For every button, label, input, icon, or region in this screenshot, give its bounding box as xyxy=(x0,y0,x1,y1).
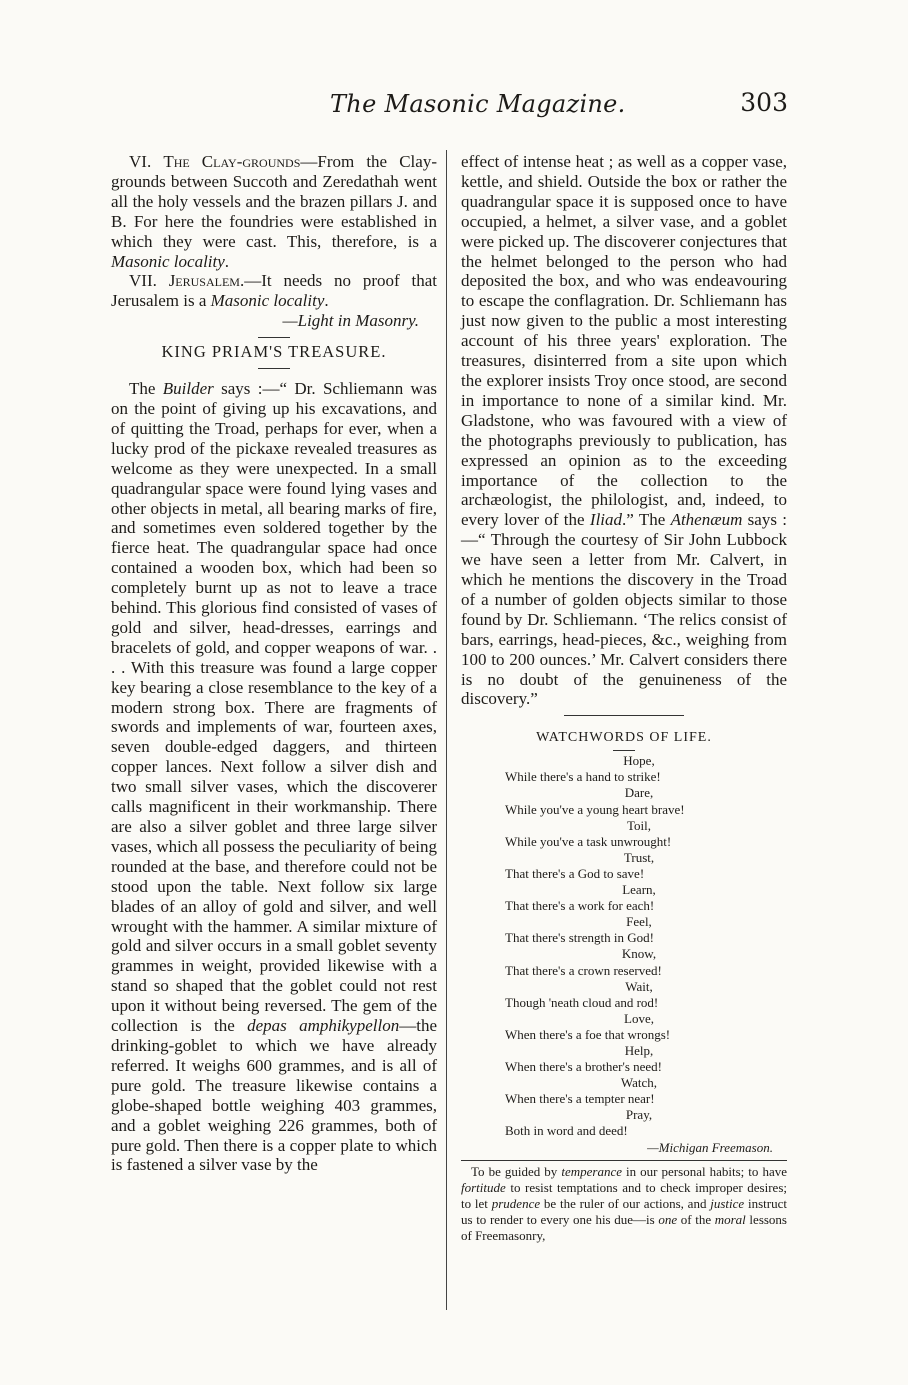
footer-rule xyxy=(461,1160,787,1161)
text-run: —the drinking-goblet to which we have already referred. It weighs 600 grammes, and is all of pure gold. The treasure likewise contains a globe-shaped bottle weighing 403 grammes, and a goblet weighing 226 grammes, both of pure gold. Then there is a copper plate to which is fastened a silver vase by the xyxy=(111,1016,437,1175)
small-caps-text: The Clay-grounds xyxy=(163,152,301,171)
poem-watchword: Trust, xyxy=(623,849,655,865)
page-header xyxy=(300,86,800,126)
poem-watchword: Help, xyxy=(624,1042,654,1058)
poem-watchword: Learn, xyxy=(622,882,656,898)
text-run: in our personal habits; to have xyxy=(621,1163,787,1179)
poem-heading: WATCHWORDS OF LIFE. xyxy=(536,730,712,746)
text-run: effect of intense heat ; as well as a copper vase, kettle, and shield. Outside the box or rather the quadrangular space it is supposed once to have occupied, a helmet, a silver vase, and a goblet were picked up. The discoverer conjectures that the helmet belonged to the person who had deposited the box, and who was endeavouring to escape the conflagration. Dr. Schliemann has just now given to the public a most interesting account of his three years' exploration. The treasures, disinterred from a site upon which the explorer insists Troy once stood, are second in importance to none of a similar kind. Mr. Gladstone, who was favoured with a view of the photographs previously to publication, has expressed an opinion as to the exceeding importance of the collection to the archæologist, the philologist, and, indeed, to every lover of the xyxy=(461,152,787,530)
poem-line: When there's a tempter near! xyxy=(505,1091,655,1107)
poem-line: That there's a crown reserved! xyxy=(505,962,662,978)
text-run: .” The xyxy=(622,510,671,530)
poem-signature: —Michigan Freemason. xyxy=(647,1139,773,1155)
poem-line: That there's a God to save! xyxy=(505,865,645,881)
text-run: To be guided by xyxy=(471,1163,562,1179)
poem-line: That there's strength in God! xyxy=(505,930,654,946)
watchwords-poem xyxy=(461,753,787,1139)
text-run: VII. xyxy=(129,271,169,291)
poem-line: When there's a brother's need! xyxy=(505,1059,663,1075)
text-run: lessons of Freemasonry, xyxy=(461,1212,787,1244)
italic-text: fortitude xyxy=(461,1179,506,1195)
poem-line: Both in word and deed! xyxy=(505,1123,628,1139)
treasure-heading: KING PRIAM'S TREASURE. xyxy=(161,342,387,362)
section-rule xyxy=(258,337,290,338)
text-run: of the xyxy=(677,1212,715,1228)
running-title: The Masonic Magazine. xyxy=(330,90,626,118)
italic-text: temperance xyxy=(561,1163,622,1179)
right-column xyxy=(461,152,787,1245)
italic-text: justice xyxy=(710,1196,745,1212)
text-run: be the ruler of our actions, and xyxy=(540,1196,711,1212)
treasure-paragraph xyxy=(111,379,437,1175)
poem-watchword: Pray, xyxy=(625,1107,653,1123)
italic-text: moral xyxy=(714,1212,746,1228)
italic-text: prudence xyxy=(491,1196,541,1212)
poem-watchword: Hope, xyxy=(623,753,655,769)
light-in-masonry-attribution: —Light in Masonry. xyxy=(282,311,419,331)
poem-line: Though 'neath cloud and rod! xyxy=(505,994,659,1010)
poem-line: When there's a foe that wrongs! xyxy=(505,1026,671,1042)
italic-text: Iliad xyxy=(589,510,623,530)
section-rule xyxy=(613,750,635,751)
italic-text: Masonic locality xyxy=(111,251,225,271)
text-run: The xyxy=(129,379,163,399)
left-column xyxy=(111,152,437,1175)
italic-text: Builder xyxy=(162,379,214,399)
italic-text: depas amphikypellon xyxy=(247,1016,400,1036)
poem-watchword: Love, xyxy=(624,1010,654,1026)
small-caps-text: Jerusalem xyxy=(168,271,240,291)
poem-watchword: Watch, xyxy=(620,1075,658,1091)
poem-line: That there's a work for each! xyxy=(505,898,655,914)
italic-text: Masonic locality xyxy=(210,291,325,311)
text-run: —From the Clay-grounds between Succoth and Zeredathah went all the holy vessels and the brazen pillars J. and B. For here the foundries were established in which they were cast. This, therefore, is a xyxy=(111,152,437,251)
poem-line: While there's a hand to strike! xyxy=(505,769,661,785)
text-run: .—It needs no proof that Jerusalem is a xyxy=(111,271,437,311)
page-number: 303 xyxy=(740,88,788,117)
text-run: says :—“ Through the courtesy of Sir John Lubbock we have seen a letter from Mr. Calvert, in which he mentions the discovery in the Troad of a number of golden objects similar to those found by Dr. Schliemann. ‘The relics consist of bars, earrings, head-pieces, &c., weighing from 100 to 200 ounces.’ Mr. Calvert considers there is no doubt of the genuineness of the discovery.” xyxy=(461,510,787,709)
text-run: says :—“ Dr. Schliemann was on the point of giving up his excavations, and of quitting the Troad, perhaps for ever, when a lucky prod of the pickaxe revealed treasures as welcome as they were unexpected. In a small quadrangular space were found lying vases and other objects in metal, all bearing marks of fire, and sometimes even soldered together by the fierce heat. The quadrangular space had once contained a wooden box, which had been so completely burnt up as not to leave a trace behind. This glorious find consisted of vases of gold and silver, head-dresses, earrings and bracelets of gold, and copper weapons of war. . . . With this treasure was found a large copper key bearing a close resemblance to the key of a modern strong box. There are fragments of swords and implements of war, fourteen axes, seven double-edged daggers, and thirteen copper lances. Next follow a silver dish and two small silver vases, which the discoverer calls magnificent in their workmanship. There are also a silver goblet and three large silver vases, which all possess the peculiarity of being rounded at the base, and therefore could not be stood upon the table. Next follow six large blades of an alloy of gold and silver, and well wrought with the hammer. A similar mixture of gold and silver occurs in a small goblet seventy grammes in weight, provided likewise with a stand so shaped that the goblet could not rest upon it without being reversed. The gem of the collection is the xyxy=(111,379,437,1036)
italic-text: one xyxy=(658,1212,678,1228)
text-run: . xyxy=(324,291,329,311)
section-rule xyxy=(564,715,684,716)
poem-watchword: Know, xyxy=(621,946,657,962)
poem-watchword: Toil, xyxy=(626,817,651,833)
column-divider xyxy=(446,150,447,1310)
text-run: . xyxy=(224,251,230,271)
footer-note xyxy=(461,1164,787,1245)
poem-watchword: Wait, xyxy=(625,978,653,994)
treasure-continuation-paragraph xyxy=(461,152,787,709)
text-run: instruct us to render to every one his due—is xyxy=(461,1196,788,1228)
poem-line: While you've a task unwrought! xyxy=(505,833,672,849)
italic-text: Athenæum xyxy=(670,510,743,530)
poem-watchword: Feel, xyxy=(626,914,652,930)
jerusalem-paragraph xyxy=(111,271,437,311)
text-run: VI. xyxy=(129,152,164,171)
text-run: to resist temptations and to check improper desires; to let xyxy=(461,1179,787,1212)
clay-grounds-paragraph xyxy=(111,152,437,271)
poem-line: While you've a young heart brave! xyxy=(505,801,685,817)
poem-watchword: Dare, xyxy=(624,785,654,801)
